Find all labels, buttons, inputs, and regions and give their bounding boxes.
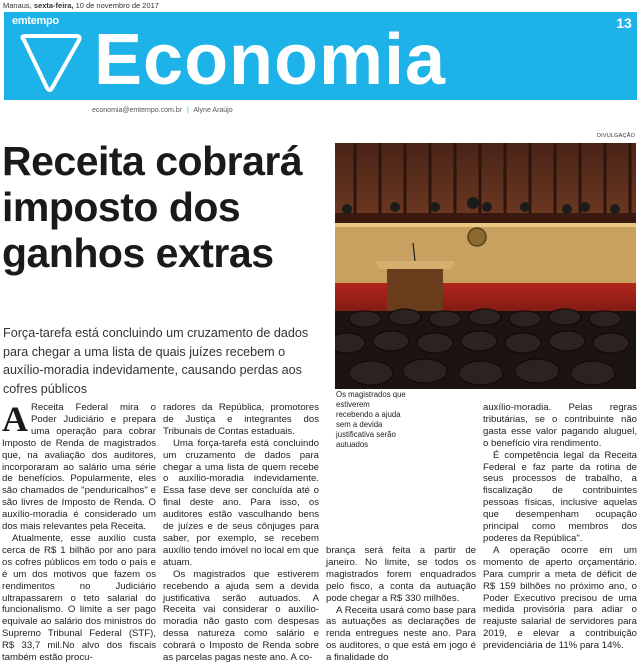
drop-cap: A (2, 399, 28, 439)
brand-logo-text: emtempo (12, 15, 59, 27)
article-column-4 (483, 402, 637, 652)
photo-caption: Os magistrados que estiverem recebendo a ajuda sem a devida justificativa serão autuados (336, 390, 406, 449)
page-number-box (611, 12, 637, 34)
paragraph: Uma força-tarefa está concluindo um cruzamento de dados para chegar a uma lista de quem recebe o auxílio-moradia indevidamente. Essa fase deve ser concluída até o final deste ano. Para isso, os auditores estão vasculhando bens de juízes e de seus cônjuges para saber, por exemplo, se recebem auxílio tendo imóvel no local em que atuam. (163, 437, 319, 568)
page-number: 13 (616, 15, 632, 31)
author-name: Alyne Araújo (193, 107, 233, 114)
paragraph: Atualmente, esse auxílio custa cerca de R$ 1 bilhão por ano para os cofres públicos em todo o país e é um dos motivos que fazem os rendimentos no Judiciário ultrapassarem o teto salarial do funcionalismo. O limite a ser pago equivale ao salário dos ministros do Supremo Tribunal Federal (STF), R$ 33,7 mil.No alvo dos fiscais também estão procu- (2, 532, 156, 664)
section-title: Economia (94, 20, 447, 100)
article-column-2 (163, 402, 319, 664)
article-headline: Receita cobrará imposto dos ganhos extras (2, 138, 303, 276)
article-deck: Força-tarefa está concluindo um cruzamento de dados para chegar a uma lista de quais juízes recebem o auxílio-moradia indevidamente, causando perdas aos cofres públicos (3, 326, 309, 396)
paragraph: A Receita usará como base para as autuações as declarações de renda entregues neste ano. Para os auditores, o que está em jogo é a finalidade do (326, 604, 476, 664)
byline (92, 107, 233, 114)
photo-credit: DIVULGAÇÃO (597, 133, 636, 139)
section-banner (4, 12, 637, 100)
dateline-city: Manaus, (3, 1, 32, 10)
dateline-date: 10 de novembro de 2017 (75, 1, 159, 10)
dateline (3, 1, 159, 10)
dateline-weekday: sexta-feira, (33, 1, 74, 10)
byline-separator: | (186, 107, 189, 114)
paragraph: A operação ocorre em um momento de aperto orçamentário. Para cumprir a meta de déficit de R$ 159 bilhões no próximo ano, o Poder Executivo precisou de uma medida provisória para adiar o reajuste salarial de servidores para 2019, e elevar a contribuição previdenciária de 11% para 14%. (483, 544, 637, 652)
triangle-logo-icon (16, 32, 84, 94)
article-column-3 (326, 545, 476, 664)
paragraph (2, 399, 156, 533)
paragraph: É competência legal da Receita Federal e faz parte da rotina de seus processos de trabalho, a fiscalização de contribuintes pessoas físicas, inclusive aquelas que desempenham ocupação principal como membros dos poderes da República". (483, 449, 637, 544)
paragraph: radores da República, promotores de Justiça e integrantes dos Tribunais de Contas estaduais. (163, 402, 319, 437)
section-email[interactable]: economia@emtempo.com.br (92, 107, 182, 114)
paragraph: Os magistrados que estiverem recebendo a ajuda sem a devida justificativa serão autuados. A Receita vai considerar o auxílio-moradia não gasto com despesas dessa natureza como salário e cobrará o Imposto de Renda sobre as parcelas pagas neste ano. A co- (163, 568, 319, 664)
court-session-photo (335, 143, 636, 389)
article-column-1 (2, 399, 156, 664)
paragraph: auxílio-moradia. Pelas regras tributárias, se o contribuinte não gasta esse valor pagando aluguel, o benefício vira rendimento. (483, 402, 637, 449)
paragraph-text: Receita Federal mira o Poder Judiciário e prepara uma operação para cobrar Imposto de Renda de magistrados que, na avaliação dos auditores, incorporaram ao salário uma série de benefícios. Popularmente, eles são chamados de "penduricalhos" e são livres de Imposto de Renda. O auxílio-moradia é considerado um dos mais relevantes pela Receita. (2, 402, 156, 533)
paragraph: brança será feita a partir de janeiro. No limite, se todos os magistrados forem enquadrados pelo fisco, a conta da autuação pode chegar a R$ 330 milhões. (326, 545, 476, 604)
